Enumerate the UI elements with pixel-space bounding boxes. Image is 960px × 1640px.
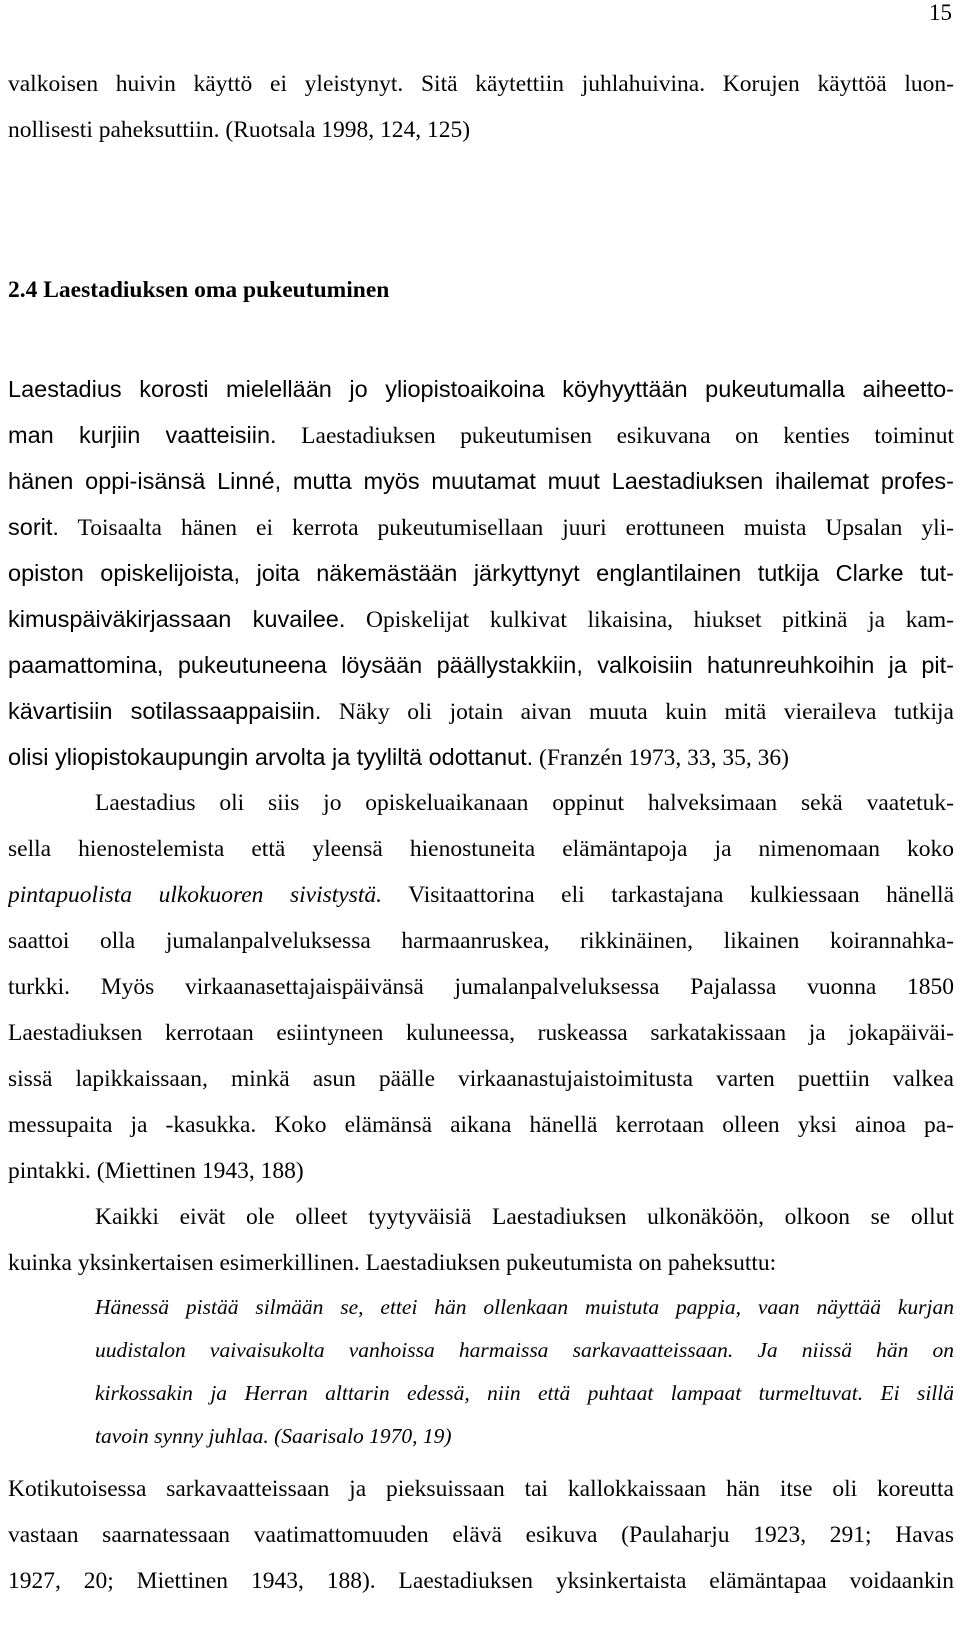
text-line — [8, 877, 954, 913]
text-line — [8, 509, 954, 545]
text-span: olisi yliopistokaupungin arvolta ja tyyliltä odottanut. — [8, 744, 534, 770]
text-line: Laestadius korosti mielellään jo yliopistoaikoina köyhyyttään pukeutumalla aiheetto- — [8, 376, 954, 402]
text-line: saattoi olla jumalanpalveluksessa harmaanruskea, rikkinäinen, likainen koirannahka- — [8, 928, 954, 954]
text-line: turkki. Myös virkaanasettajaispäivänsä jumalanpalveluksessa Pajalassa vuonna 1850 — [8, 974, 954, 1000]
text-line: opiston opiskelijoista, joita näkemästään järkyttynyt englantilainen tutkija Clarke tut- — [8, 560, 954, 586]
text-line: messupaita ja -kasukka. Koko elämänsä aikana hänellä kerrotaan olleen yksi ainoa pa- — [8, 1112, 954, 1138]
section-heading: 2.4 Laestadiuksen oma pukeutuminen — [8, 277, 390, 303]
page-number: 15 — [929, 0, 952, 25]
text-span: Visitaattorina eli tarkastajana kulkiessaan hänellä — [382, 882, 954, 908]
text-line: Kaikki eivät ole olleet tyytyväisiä Laestadiuksen ulkonäköön, olkoon se ollut — [95, 1204, 954, 1230]
text-span: Laestadiuksen pukeutumisen esikuvana on kenties toiminut — [276, 423, 954, 449]
text-line: sella hienostelemista että yleensä hienostuneita elämäntapoja ja nimenomaan koko — [8, 836, 954, 862]
text-line: hänen oppi-isänsä Linné, mutta myös muutamat muut Laestadiuksen ihailemat profes- — [8, 468, 954, 494]
text-line — [8, 693, 954, 729]
text-span: kävartisiin sotilassaappaisiin. — [8, 698, 322, 724]
text-span: sorit. — [8, 514, 59, 540]
quote-line: uudistalon vaivaisukolta vanhoissa harmaissa sarkavaatteissaan. Ja niissä hän on — [95, 1338, 954, 1362]
text-line: kuinka yksinkertaisen esimerkillinen. Laestadiuksen pukeutumista on paheksuttu: — [8, 1250, 777, 1276]
text-line — [8, 417, 954, 453]
quote-line: kirkossakin ja Herran alttarin edessä, niin että puhtaat lampaat turmeltuvat. Ei sillä — [95, 1381, 954, 1405]
text-line — [8, 601, 954, 637]
text-line: 1927, 20; Miettinen 1943, 188). Laestadiuksen yksinkertaista elämäntapaa voidaankin — [8, 1568, 954, 1594]
text-span: (Franzén 1973, 33, 35, 36) — [533, 745, 789, 771]
text-span: Näky oli jotain aivan muuta kuin mitä vieraileva tutkija — [321, 699, 954, 725]
text-span: Opiskelijat kulkivat likaisina, hiukset pitkinä ja kam- — [345, 607, 954, 633]
text-line: nollisesti paheksuttiin. (Ruotsala 1998, 124, 125) — [8, 117, 471, 143]
quote-line: Hänessä pistää silmään se, ettei hän ollenkaan muistuta pappia, vaan näyttää kurjan — [95, 1295, 954, 1319]
text-line: sissä lapikkaissaan, minkä asun päälle virkaanastujaistoimitusta varten puettiin valkea — [8, 1066, 954, 1092]
text-span: Toisaalta hänen ei kerrota pukeutumisellaan juuri erottuneen muista Upsalan yli- — [58, 515, 954, 541]
text-span: man kurjiin vaatteisiin. — [8, 422, 277, 448]
text-line: pintakki. (Miettinen 1943, 188) — [8, 1158, 304, 1184]
text-line — [8, 739, 954, 775]
text-line: Kotikutoisessa sarkavaatteissaan ja pieksuissaan tai kallokkaissaan hän itse oli koreutta — [8, 1476, 954, 1502]
text-line: Laestadius oli siis jo opiskeluaikanaan oppinut halveksimaan sekä vaatetuk- — [95, 790, 954, 816]
quote-line: tavoin synny juhlaa. (Saarisalo 1970, 19) — [95, 1424, 452, 1448]
text-line: valkoisen huivin käyttö ei yleistynyt. Sitä käytettiin juhlahuivina. Korujen käyttöä luon- — [8, 71, 954, 97]
text-span: kimuspäiväkirjassaan kuvailee. — [8, 606, 346, 632]
text-line: paamattomina, pukeutuneena löysään päällystakkiin, valkoisiin hatunreuhkoihin ja pit- — [8, 652, 954, 678]
text-line: vastaan saarnatessaan vaatimattomuuden elävä esikuva (Paulaharju 1923, 291; Havas — [8, 1522, 954, 1548]
text-line: Laestadiuksen kerrotaan esiintyneen kuluneessa, ruskeassa sarkatakissaan ja jokapäiväi- — [8, 1020, 954, 1046]
text-span: pintapuolista ulkokuoren sivistystä. — [8, 882, 383, 908]
